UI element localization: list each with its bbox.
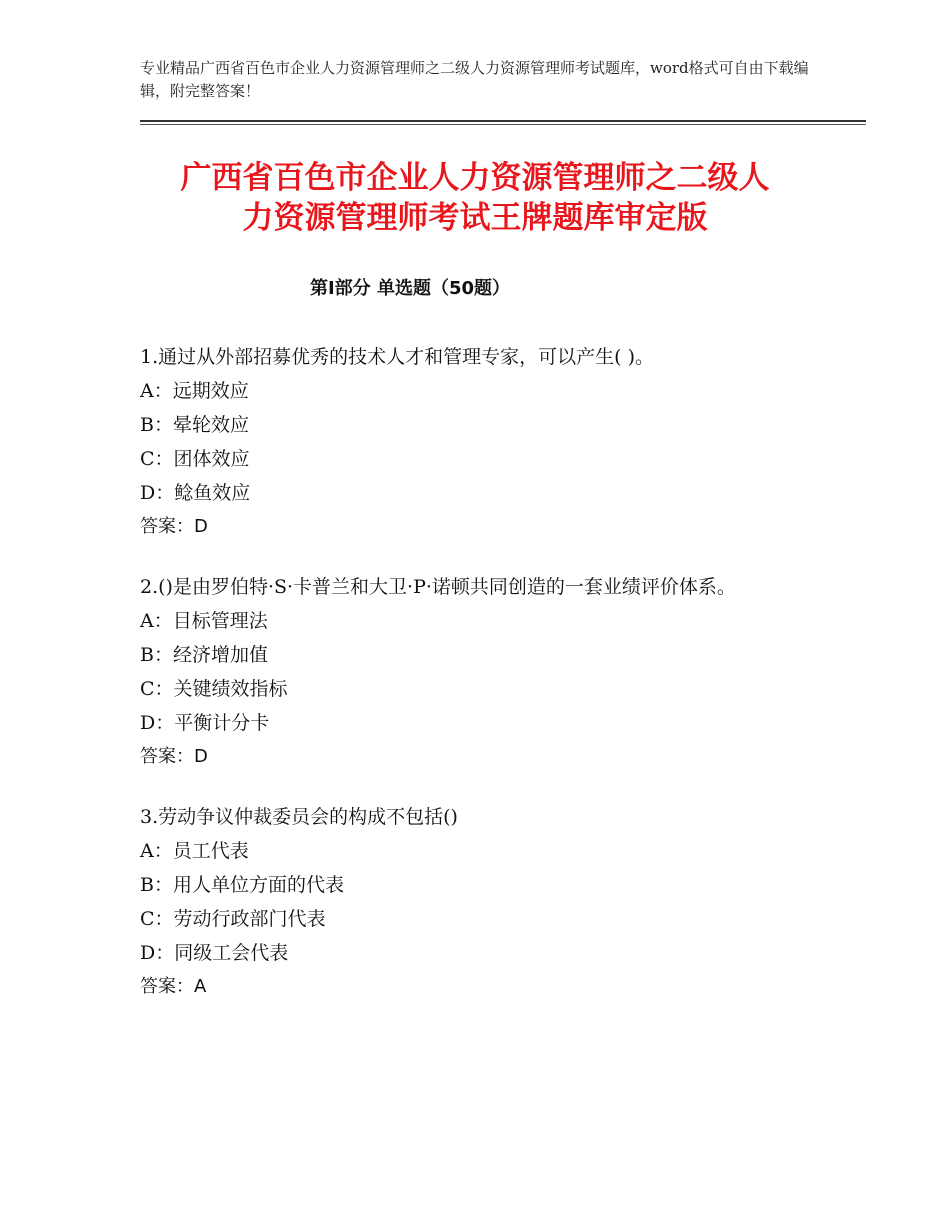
option-b: B：用人单位方面的代表 [140, 874, 344, 896]
title-line-1: 广西省百色市企业人力资源管理师之二级人 [180, 160, 770, 196]
question-3 [140, 800, 820, 1004]
question-stem: 1.通过从外部招募优秀的技术人才和管理专家，可以产生( )。 [140, 346, 654, 368]
option-c: C：关键绩效指标 [140, 678, 288, 700]
option-d: D：平衡计分卡 [140, 712, 270, 734]
answer: 答案：A [140, 976, 207, 997]
option-d: D：鲶鱼效应 [140, 482, 251, 504]
header-note: 专业精品广西省百色市企业人力资源管理师之二级人力资源管理师考试题库，word格式可自由下载编辑，附完整答案！ [140, 59, 809, 100]
answer: 答案：D [140, 516, 208, 537]
option-c: C：劳动行政部门代表 [140, 908, 326, 930]
header-rule-thin [140, 124, 866, 125]
title-line-2: 力资源管理师考试王牌题库审定版 [242, 200, 708, 236]
option-a: A：远期效应 [140, 380, 249, 402]
answer: 答案：D [140, 746, 208, 767]
option-a: A：目标管理法 [140, 610, 268, 632]
question-stem: 3.劳动争议仲裁委员会的构成不包括() [140, 806, 458, 828]
question-2 [140, 570, 820, 774]
option-c: C：团体效应 [140, 448, 250, 470]
option-d: D：同级工会代表 [140, 942, 289, 964]
option-b: B：晕轮效应 [140, 414, 249, 436]
header-rule-thick [140, 120, 866, 122]
document-title [120, 158, 830, 238]
question-list [140, 340, 820, 1030]
question-1 [140, 340, 820, 544]
option-a: A：员工代表 [140, 840, 249, 862]
option-b: B：经济增加值 [140, 644, 268, 666]
section-title: 第Ⅰ部分 单选题（50题） [309, 278, 510, 299]
question-stem: 2.()是由罗伯特·S·卡普兰和大卫·P·诺顿共同创造的一套业绩评价体系。 [140, 576, 736, 598]
